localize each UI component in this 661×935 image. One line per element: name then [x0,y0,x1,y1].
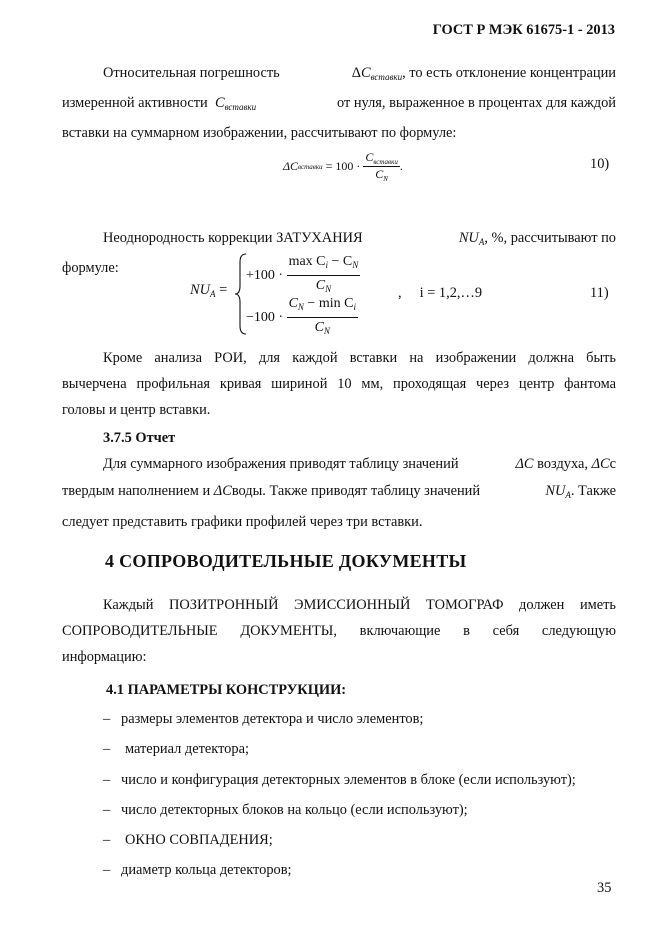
para1-symbol: $\Delta C_{вставки}$, то есть отклонение концентрации [351,65,616,82]
para1-line2-end: от нуля, выраженное в процентах для каждой [336,95,616,111]
formula-11-lhs: $NU_A$ = [190,282,228,299]
formula-11-range: , i = 1,2,…9 [398,285,483,301]
para1-text-start: Относительная погрешность [103,65,280,81]
formula-11-number: 11) [590,285,609,301]
list-item: – ОКНО СОВПАДЕНИЯ; [103,832,273,849]
paragraph-report: Для суммарного изображения приводят таблицу значений ΔC воздуха, ΔCс твердым наполнением и ΔCводы. Также приводят таблицу значений $NU_A$. Также следует представить графики профилей через три вставки. [62,456,616,530]
list-item: – число детекторных блоков на кольцо (если используют); [103,801,468,818]
formula-10: ΔC вставки = 100 · $\frac{C_{вставки}}{C_N}$ . [283,150,403,183]
formula-11-row1: +100 · $\frac{\max C_i - C_N}{C_N}$ [246,254,359,294]
list-item: – размеры элементов детектора и число элементов; [103,711,424,727]
paragraph-nonuniformity: Неоднородность коррекции ЗАТУХАНИЯ $NU_A$, %, рассчитывают по формуле: [62,230,616,276]
formula-11-row2: −100 · $\frac{C_N - \min C_i}{C_N}$ [246,296,356,336]
paragraph-accompanying-docs: Каждый ПОЗИТРОННЫЙ ЭМИССИОННЫЙ ТОМОГРАФ должен иметь СОПРОВОДИТЕЛЬНЫЕ ДОКУМЕНТЫ, включающие в себя следующую информацию: [62,597,616,665]
para1-line3: вставки на суммарном изображении, рассчитывают по формуле: [62,125,457,141]
paragraph-profile-curve: Кроме анализа РОИ, для каждой вставки на изображении должна быть вычерчена профильная кривая шириной 10 мм, проходящая через центр фантома головы и центр вставки. [62,350,616,418]
list-item: – число и конфигурация детекторных элементов в блоке (если используют); [103,771,576,788]
document-header: ГОСТ Р МЭК 61675-1 - 2013 [432,22,615,38]
section-title-4-1: 4.1 ПАРАМЕТРЫ КОНСТРУКЦИИ: [106,682,347,698]
section-title-3-7-5: 3.7.5 Отчет [103,430,176,446]
para1-line2-start: измеренной активности $C_{вставки}$ [62,95,257,112]
formula-10-number: 10) [590,156,610,172]
page-number: 35 [597,880,612,896]
formula-10-fraction: $\frac{C_{вставки}}{C_N}$ [365,150,398,183]
section-title-4: 4 СОПРОВОДИТЕЛЬНЫЕ ДОКУМЕНТЫ [105,551,467,571]
paragraph-relative-error [62,60,616,146]
list-item: – материал детектора; [103,741,249,758]
list-item: – диаметр кольца детекторов; [103,862,292,879]
construction-parameters-list [103,704,576,886]
